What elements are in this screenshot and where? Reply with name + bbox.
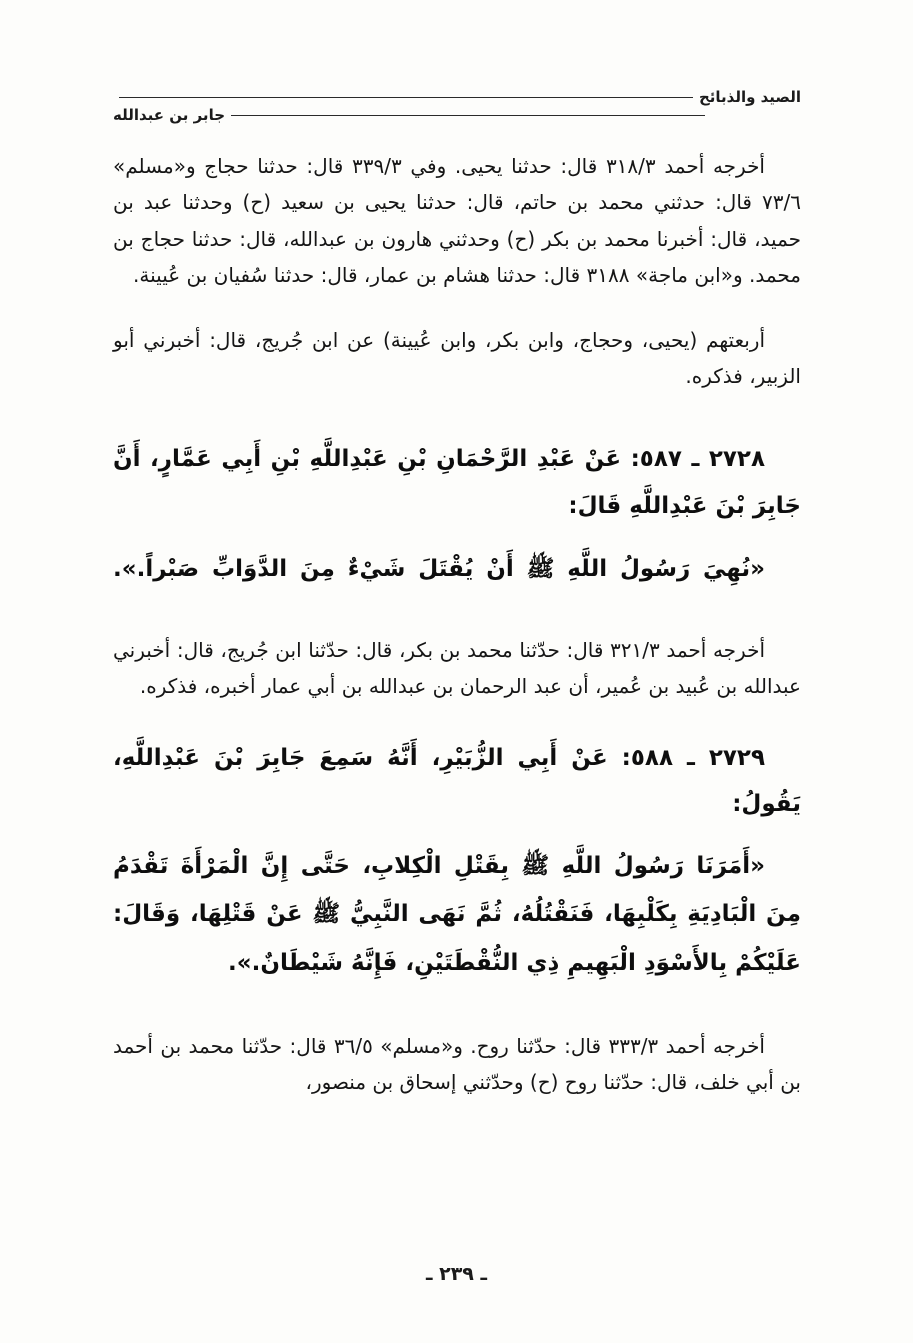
page-body bbox=[113, 148, 801, 1101]
page-header bbox=[113, 88, 801, 124]
takhrij-paragraph-2: أخرجه أحمد ٣٢١/٣ قال: حدّثنا محمد بن بكر، قال: حدّثنا ابن جُريج، قال: أخبرني عبدالله بن عُبيد بن عُمير، أن عبد الرحمان بن عبدالله بن أبي عمار أخبره، فذكره. bbox=[113, 638, 801, 699]
header-rule-bottom bbox=[231, 115, 705, 116]
chapter-title: الصيد والذبائح bbox=[698, 88, 801, 106]
hadith-heading-2728: ٢٧٢٨ ـ ٥٨٧: عَنْ عَبْدِ الرَّحْمَانِ بْنِ عَبْدِاللَّهِ بْنِ أَبِي عَمَّارٍ، أَنَّ جَابِرَ بْنَ عَبْدِاللَّهِ قَالَ: bbox=[113, 446, 801, 519]
takhrij-paragraph-1: أخرجه أحمد ٣١٨/٣ قال: حدثنا يحيى. وفي ٣٣٩/٣ قال: حدثنا حجاج و«مسلم» ٧٣/٦ قال: حدثني محمد بن حاتم، قال: حدثنا يحيى بن سعيد (ح) وحدثنا عبد بن حميد، قال: أخبرنا محمد بن بكر (ح) وحدثني هارون بن عبدالله، قال: حدثنا حجاج بن محمد. و«ابن ماجة» ٣١٨٨ قال: حدثنا هشام بن عمار، قال: حدثنا سُفيان بن عُيينة. bbox=[113, 154, 801, 288]
takhrij-paragraph-3: أخرجه أحمد ٣٣٣/٣ قال: حدّثنا روح. و«مسلم» ٣٦/٥ قال: حدّثنا محمد بن أحمد بن أبي خلف، قال: حدّثنا روح (ح) وحدّثني إسحاق بن منصور، bbox=[113, 1033, 801, 1095]
hadith-heading-2729: ٢٧٢٩ ـ ٥٨٨: عَنْ أَبِي الزُّبَيْرِ، أَنَّهُ سَمِعَ جَابِرَ بْنَ عَبْدِاللَّهِ، يَقُولُ: bbox=[113, 744, 801, 818]
page-number: ـ ٢٣٩ ـ bbox=[425, 1263, 487, 1285]
page-footer bbox=[0, 1263, 913, 1285]
header-row-narrator bbox=[113, 106, 801, 124]
header-rule-top bbox=[119, 97, 693, 98]
hadith-text-2728: «نُهِيَ رَسُولُ اللَّهِ ﷺ أَنْ يُقْتَلَ شَيْءٌ مِنَ الدَّوَابِّ صَبْراً.». bbox=[113, 556, 765, 583]
isnad-summary-paragraph: أربعتهم (يحيى، وحجاج، وابن بكر، وابن عُيينة) عن ابن جُريج، قال: أخبرني أبو الزبير، فذكره. bbox=[113, 327, 801, 388]
header-row-chapter bbox=[113, 88, 801, 106]
narrator-title: جابر بن عبدالله bbox=[113, 106, 226, 124]
hadith-text-2729: «أَمَرَنَا رَسُولُ اللَّهِ ﷺ بِقَتْلِ الْكِلابِ، حَتَّى إِنَّ الْمَرْأَةَ تَقْدَمُ مِنَ الْبَادِيَةِ بِكَلْبِهَا، فَنَقْتُلُهُ، ثُمَّ نَهَى النَّبِيُّ ﷺ عَنْ قَتْلِهَا، وَقَالَ: عَلَيْكُمْ بِالأَسْوَدِ الْبَهِيمِ ذِي النُّقْطَتَيْنِ، فَإِنَّهُ شَيْطَانٌ.». bbox=[113, 852, 801, 977]
